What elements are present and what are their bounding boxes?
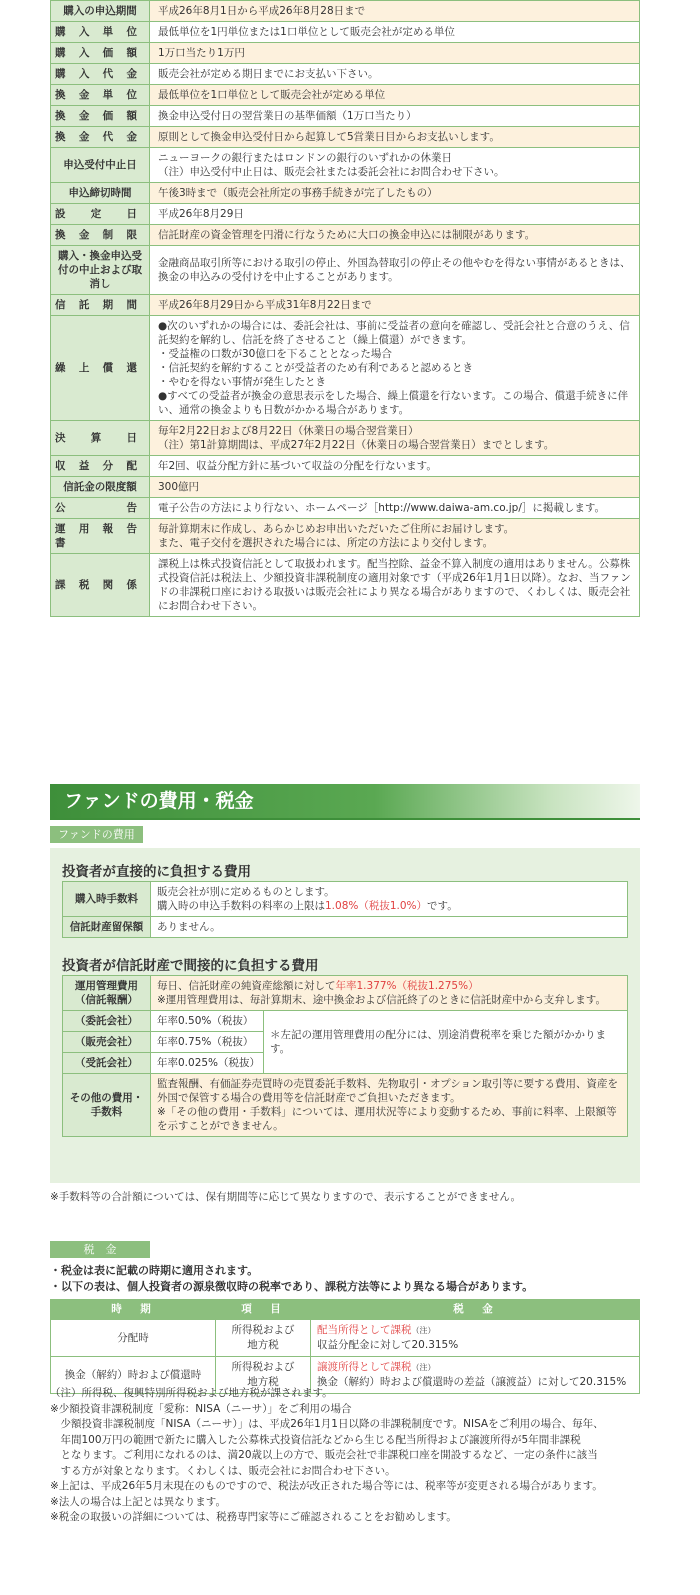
table-row — [51, 246, 640, 295]
row-value: 最低単位を1円単位または1口単位として販売会社が定める単位 — [150, 22, 640, 43]
tax-value: 譲渡所得として課税（注） 換金（解約）時および償還時の差益（譲渡益）に対して20.315% — [311, 1357, 640, 1394]
table-row — [51, 43, 640, 64]
breakdown-label-0: （委託会社） — [63, 1011, 151, 1032]
tax-header-period: 時 期 — [51, 1300, 216, 1320]
table-row — [51, 85, 640, 106]
row-value: 午後3時まで（販売会社所定の事務手続きが完了したもの） — [150, 183, 640, 204]
row-value: 換金申込受付日の翌営業日の基準価額（1万口当たり） — [150, 106, 640, 127]
row-value: 最低単位を1口単位として販売会社が定める単位 — [150, 85, 640, 106]
row-label: 購入・換金申込受付の中止および取消し — [51, 246, 150, 295]
tax-notes: （注）所得税、復興特別所得税および地方税が課されます。 ※少額投資非課税制度「愛称：NISA（ニーサ）」をご利用の場合 少額投資非課税制度「NISA（ニーサ）」は、平成26年1月1日以降の非課税制度です。NISAをご利用の場合、毎年、 年間100万円の範囲で新たに購入した公募株式投資信託などから生じる配当所得および譲渡所得が5年間非課税 となります。ご利用になれるのは、満20歳以上の方で、販売会社で非課税口座を開設するなど、一定の条件に該当 する方が対象となります。くわしくは、販売会社にお問合わせ下さい。 ※上記は、平成26年5月末現在のものですので、税法が改正された場合等には、税率等が変更される場合があります。 ※法人の場合は上記とは異なります。 ※税金の取扱いの詳細については、税務専門家等にご確認されることをお勧めします。 — [50, 1387, 604, 1523]
row-label: 申込受付中止日 — [51, 148, 150, 183]
retention-label: 信託財産留保額 — [63, 917, 151, 938]
row-label: 運用報告書 — [51, 519, 150, 554]
mgmt-fee-value: 毎日、信託財産の純資産総額に対して年率1.377%（税抜1.275%） ※運用管理費用は、毎計算期末、途中換金および信託終了のときに信託財産中から支弁します。 — [151, 976, 628, 1011]
row-value: ニューヨークの銀行またはロンドンの銀行のいずれかの休業日 （注）申込受付中止日は、販売会社または委託会社にお問合わせ下さい。 — [150, 148, 640, 183]
table-row — [51, 183, 640, 204]
row-value: 電子公告の方法により行ない、ホームページ［http://www.daiwa-am.co.jp/］に掲載します。 — [150, 498, 640, 519]
row-label: 課税関係 — [51, 554, 150, 617]
row-value: 毎計算期末に作成し、あらかじめお申出いただいたご住所にお届けします。 また、電子交付を選択された場合には、所定の方法により交付します。 — [150, 519, 640, 554]
breakdown-note: ＊左記の運用管理費用の配分には、別途消費税率を乗じた額がかかります。 — [264, 1011, 628, 1074]
direct-costs-table — [62, 881, 628, 938]
row-value: 平成26年8月29日から平成31年8月22日まで — [150, 295, 640, 316]
fund-summary-table — [50, 0, 640, 617]
fund-costs-tag: ファンドの費用 — [50, 826, 143, 843]
table-row — [51, 22, 640, 43]
tax-table — [50, 1299, 640, 1394]
retention-value: ありません。 — [151, 917, 628, 938]
row-label: 購入の申込期間 — [51, 1, 150, 22]
breakdown-value-2: 年率0.025%（税抜） — [151, 1053, 264, 1074]
breakdown-value-0: 年率0.50%（税抜） — [151, 1011, 264, 1032]
row-value: 1万口当たり1万円 — [150, 43, 640, 64]
tax-item: 所得税および 地方税 — [216, 1320, 311, 1357]
mgmt-fee-label: 運用管理費用（信託報酬） — [63, 976, 151, 1011]
row-value: 原則として換金申込受付日から起算して5営業日目からお支払いします。 — [150, 127, 640, 148]
row-value: 平成26年8月29日 — [150, 204, 640, 225]
row-value: 300億円 — [150, 477, 640, 498]
breakdown-label-2: （受託会社） — [63, 1053, 151, 1074]
row-value: 平成26年8月1日から平成26年8月28日まで — [150, 1, 640, 22]
row-label: 決算日 — [51, 421, 150, 456]
other-fees-value: 監査報酬、有価証券売買時の売買委託手数料、先物取引・オプション取引等に要する費用、資産を外国で保管する場合の費用等を信託財産でご負担いただきます。 ※「その他の費用・手数料」については、運用状況等により変動するため、事前に料率、上限額等を示すことができません。 — [151, 1074, 628, 1137]
row-label: 換金価額 — [51, 106, 150, 127]
fees-footnote: ※手数料等の合計額については、保有期間等に応じて異なりますので、表示することができません。 — [50, 1191, 522, 1203]
row-label: 購入価額 — [51, 43, 150, 64]
indirect-costs-table — [62, 975, 628, 1137]
row-value: 金融商品取引所等における取引の停止、外国為替取引の停止その他やむを得ない事情があるときは、換金の申込みの受付けを中止することがあります。 — [150, 246, 640, 295]
row-value: ●次のいずれかの場合には、委託会社は、事前に受益者の意向を確認し、受託会社と合意のうえ、信託契約を解約し、信託を終了させること（繰上償還）ができます。 ・受益権の口数が30億口を下ることとなった場合 ・信託契約を解約することが受益者のため有利であると認めるとき ・やむを得ない事情が発生したとき ●すべての受益者が換金の意思表示をした場合、繰上償還を行ないます。この場合、償還手続きに伴い、通常の換金よりも日数がかかる場合があります。 — [150, 316, 640, 421]
table-row — [51, 225, 640, 246]
table-row — [51, 456, 640, 477]
row-value: 課税上は株式投資信託として取扱われます。配当控除、益金不算入制度の適用はありません。公募株式投資信託は税法上、少額投資非課税制度の適用対象です（平成26年1月1日以降）。なお、当ファンドの非課税口座における取扱いは販売会社により異なる場合がありますので、くわしくは、販売会社にお問合わせ下さい。 — [150, 554, 640, 617]
indirect-costs-heading: 投資者が信託財産で間接的に負担する費用 — [62, 958, 319, 974]
table-row — [51, 204, 640, 225]
tax-value: 配当所得として課税（注） 収益分配金に対して20.315% — [311, 1320, 640, 1357]
table-row — [51, 127, 640, 148]
table-row — [51, 554, 640, 617]
table-row — [51, 477, 640, 498]
row-value: 信託財産の資金管理を円滑に行なうために大口の換金申込には制限があります。 — [150, 225, 640, 246]
table-row — [51, 106, 640, 127]
tax-bullet-2: ・以下の表は、個人投資者の源泉徴収時の税率であり、課税方法等により異なる場合があります。 — [50, 1280, 534, 1293]
row-label: 信託金の限度額 — [51, 477, 150, 498]
table-row — [51, 64, 640, 85]
other-fees-label: その他の費用・手数料 — [63, 1074, 151, 1137]
breakdown-value-1: 年率0.75%（税抜） — [151, 1032, 264, 1053]
row-value: 年2回、収益分配方針に基づいて収益の分配を行ないます。 — [150, 456, 640, 477]
row-label: 信託期間 — [51, 295, 150, 316]
tax-item: 所得税および 地方税 — [216, 1357, 311, 1394]
purchase-fee-value: 販売会社が別に定めるものとします。 購入時の申込手数料の料率の上限は1.08%（税抜1.0%）です。 — [151, 882, 628, 917]
table-row — [51, 1320, 640, 1357]
table-row — [51, 295, 640, 316]
row-label: 換金単位 — [51, 85, 150, 106]
row-label: 換金制限 — [51, 225, 150, 246]
table-row — [51, 316, 640, 421]
row-value: 販売会社が定める期日までにお支払い下さい。 — [150, 64, 640, 85]
table-row — [51, 519, 640, 554]
table-row — [51, 421, 640, 456]
tax-header-tax: 税 金 — [311, 1300, 640, 1320]
row-label: 公告 — [51, 498, 150, 519]
table-row — [51, 148, 640, 183]
section-divider — [50, 818, 640, 820]
breakdown-label-1: （販売会社） — [63, 1032, 151, 1053]
table-row — [51, 498, 640, 519]
row-label: 繰上償還 — [51, 316, 150, 421]
section-title-fees-taxes: ファンドの費用・税金 — [50, 784, 640, 818]
direct-costs-heading: 投資者が直接的に負担する費用 — [62, 864, 251, 880]
row-label: 収益分配 — [51, 456, 150, 477]
row-value: 毎年2月22日および8月22日（休業日の場合翌営業日） （注）第1計算期間は、平成27年2月22日（休業日の場合翌営業日）までとします。 — [150, 421, 640, 456]
row-label: 申込締切時間 — [51, 183, 150, 204]
row-label: 購入代金 — [51, 64, 150, 85]
row-label: 設定日 — [51, 204, 150, 225]
row-label: 購入単位 — [51, 22, 150, 43]
tax-tag: 税 金 — [50, 1241, 150, 1258]
tax-bullet-1: ・税金は表に記載の時期に適用されます。 — [50, 1264, 259, 1277]
tax-header-item: 項 目 — [216, 1300, 311, 1320]
row-label: 換金代金 — [51, 127, 150, 148]
tax-period: 換金（解約）時および償還時 — [51, 1357, 216, 1394]
table-row — [51, 1, 640, 22]
purchase-fee-label: 購入時手数料 — [63, 882, 151, 917]
tax-period: 分配時 — [51, 1320, 216, 1357]
